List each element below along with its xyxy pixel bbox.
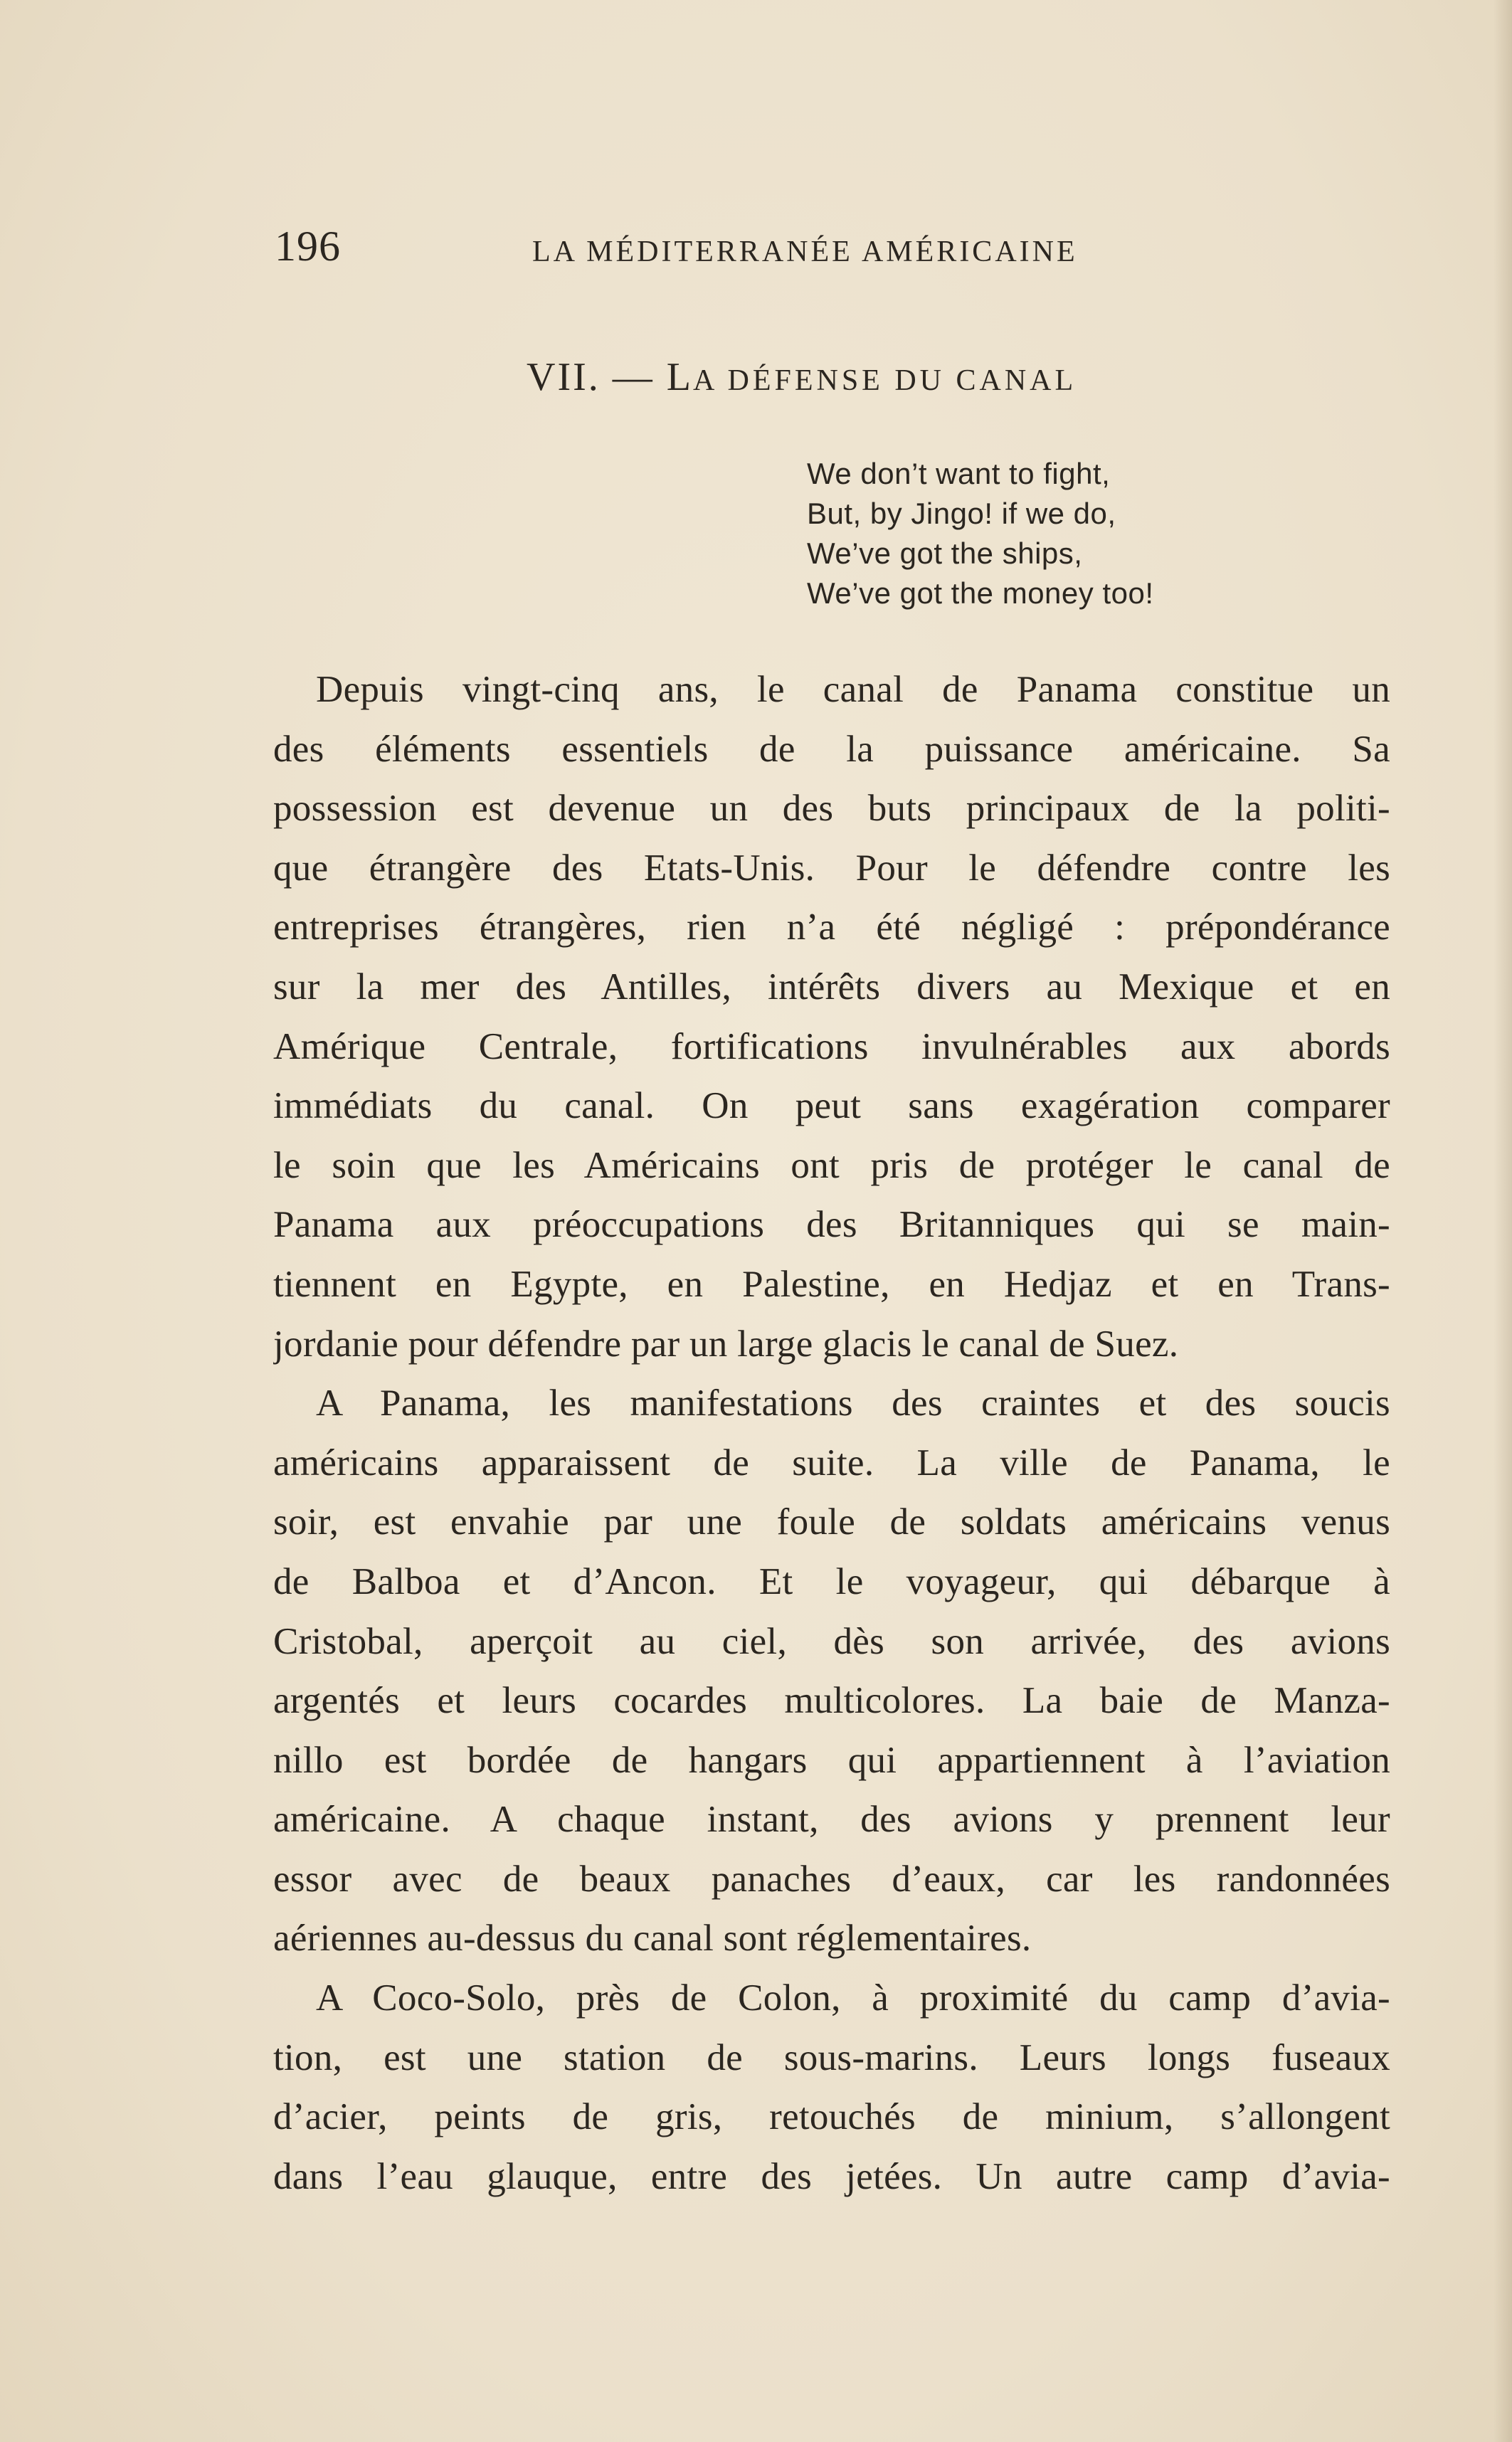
epigraph-line: We don’t want to fight, bbox=[807, 457, 1111, 490]
section-title-rest: A DÉFENSE DU CANAL bbox=[692, 364, 1077, 397]
text-line: A Coco-Solo, près de Colon, à proximité du camp d’avia- bbox=[316, 1977, 1390, 2019]
section-title-initial: L bbox=[666, 355, 693, 399]
text-line: A Panama, les manifestations des craintes et des soucis bbox=[316, 1383, 1390, 1424]
text-line: essor avec de beaux panaches d’eaux, car les randonnées bbox=[273, 1858, 1390, 1900]
text-line: Amérique Centrale, fortifications invulnérables aux abords bbox=[273, 1025, 1390, 1067]
text-line: jordanie pour défendre par un large glacis le canal de Suez. bbox=[273, 1323, 1179, 1365]
text-line: Panama aux préoccupations des Britanniques qui se main- bbox=[273, 1204, 1390, 1246]
text-line: des éléments essentiels de la puissance américaine. Sa bbox=[273, 728, 1390, 770]
epigraph bbox=[807, 454, 1262, 613]
text-line: immédiats du canal. On peut sans exagération comparer bbox=[273, 1085, 1390, 1127]
text-line: argentés et leurs cocardes multicolores. La baie de Manza- bbox=[273, 1680, 1390, 1722]
text-line: nillo est bordée de hangars qui appartiennent à l’aviation bbox=[273, 1739, 1390, 1781]
text-line: Depuis vingt-cinq ans, le canal de Panama constitue un bbox=[316, 669, 1390, 710]
text-line: tion, est une station de sous-marins. Leurs longs fuseaux bbox=[273, 2036, 1390, 2078]
text-line: sur la mer des Antilles, intérêts divers au Mexique et en bbox=[273, 966, 1390, 1008]
section-number: VII. — bbox=[527, 355, 655, 399]
body-text bbox=[273, 660, 1390, 2206]
text-line: dans l’eau glauque, entre des jetées. Un autre camp d’avia- bbox=[273, 2155, 1390, 2197]
text-line: tiennent en Egypte, en Palestine, en Hedjaz et en Trans- bbox=[273, 1263, 1390, 1305]
text-line: d’acier, peints de gris, retouchés de minium, s’allongent bbox=[273, 2096, 1390, 2138]
text-line: que étrangère des Etats-Unis. Pour le défendre contre les bbox=[273, 847, 1390, 889]
text-line: américaine. A chaque instant, des avions y prennent leur bbox=[273, 1799, 1390, 1841]
page-header bbox=[275, 222, 1137, 272]
section-heading bbox=[527, 354, 1077, 400]
page-edge-shadow bbox=[1494, 0, 1512, 2442]
epigraph-line: We’ve got the ships, bbox=[807, 536, 1083, 570]
text-line: Cristobal, aperçoit au ciel, dès son arrivée, des avions bbox=[273, 1620, 1390, 1662]
epigraph-line: But, by Jingo! if we do, bbox=[807, 497, 1116, 530]
running-title: LA MÉDITERRANÉE AMÉRICAINE bbox=[532, 236, 1078, 268]
text-line: soir, est envahie par une foule de soldats américains venus bbox=[273, 1501, 1390, 1543]
text-line: entreprises étrangères, rien n’a été négligé : prépondérance bbox=[273, 906, 1390, 948]
epigraph-line: We’ve got the money too! bbox=[807, 576, 1154, 610]
page-number: 196 bbox=[275, 223, 341, 270]
text-line: de Balboa et d’Ancon. Et le voyageur, qui débarque à bbox=[273, 1560, 1390, 1602]
text-line: possession est devenue un des buts principaux de la politi- bbox=[273, 788, 1390, 830]
text-line: aériennes au-dessus du canal sont réglementaires. bbox=[273, 1918, 1032, 1960]
text-line: américains apparaissent de suite. La ville de Panama, le bbox=[273, 1442, 1390, 1484]
text-line: le soin que les Américains ont pris de protéger le canal de bbox=[273, 1144, 1390, 1186]
